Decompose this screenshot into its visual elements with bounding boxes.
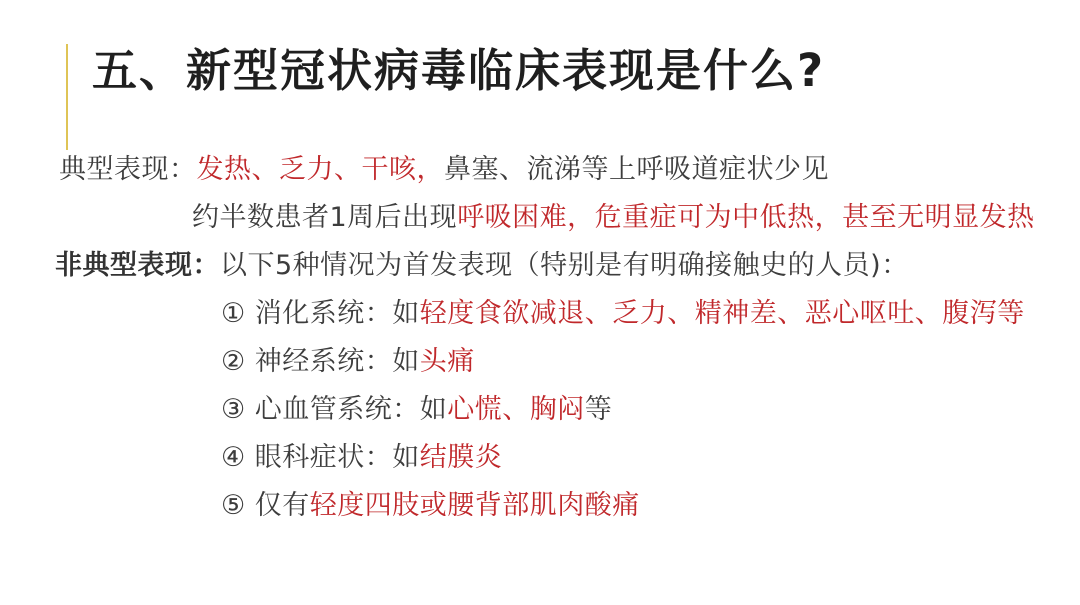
text-segment: 心慌、胸闷 [447,394,585,425]
text-segment: 轻度四肢或腰背部肌肉酸痛 [309,490,640,521]
text-segment: 呼吸困难，危重症可为中低热，甚至无明显发热 [457,202,1035,233]
text-segment: 轻度食欲减退、乏力、精神差、恶心呕吐、腹泻等 [419,298,1025,329]
text-segment: 约半数患者1周后出现 [192,202,458,233]
body-line [0,434,1080,482]
body-line [0,386,1080,434]
body-line [0,290,1080,338]
text-segment: ③ 心血管系统：如 [221,394,448,425]
body-line [0,338,1080,386]
page-title: 五、新型冠状病毒临床表现是什么? [92,44,826,97]
text-segment: 以下5种情况为首发表现（特别是有明确接触史的人员)： [220,250,909,281]
title-accent-bar [66,44,68,150]
text-segment: 等 [584,394,613,425]
body-line [0,146,1080,194]
text-segment: 头痛 [419,346,475,377]
text-segment: ④ 眼科症状：如 [221,442,420,473]
text-segment: ⑤ 仅有 [221,490,310,521]
text-segment: ① 消化系统：如 [221,298,420,329]
body-line [0,194,1080,242]
text-segment: 鼻塞、流涕等上呼吸道症状少见 [444,154,829,185]
text-segment: 结膜炎 [419,442,503,473]
slide-body [0,146,1080,530]
text-segment: ② 神经系统：如 [221,346,420,377]
text-segment: 非典型表现： [55,250,220,281]
text-segment: 发热、乏力、干咳， [196,154,444,185]
body-line [0,242,1080,290]
text-segment: 典型表现： [59,154,197,185]
body-line [0,482,1080,530]
